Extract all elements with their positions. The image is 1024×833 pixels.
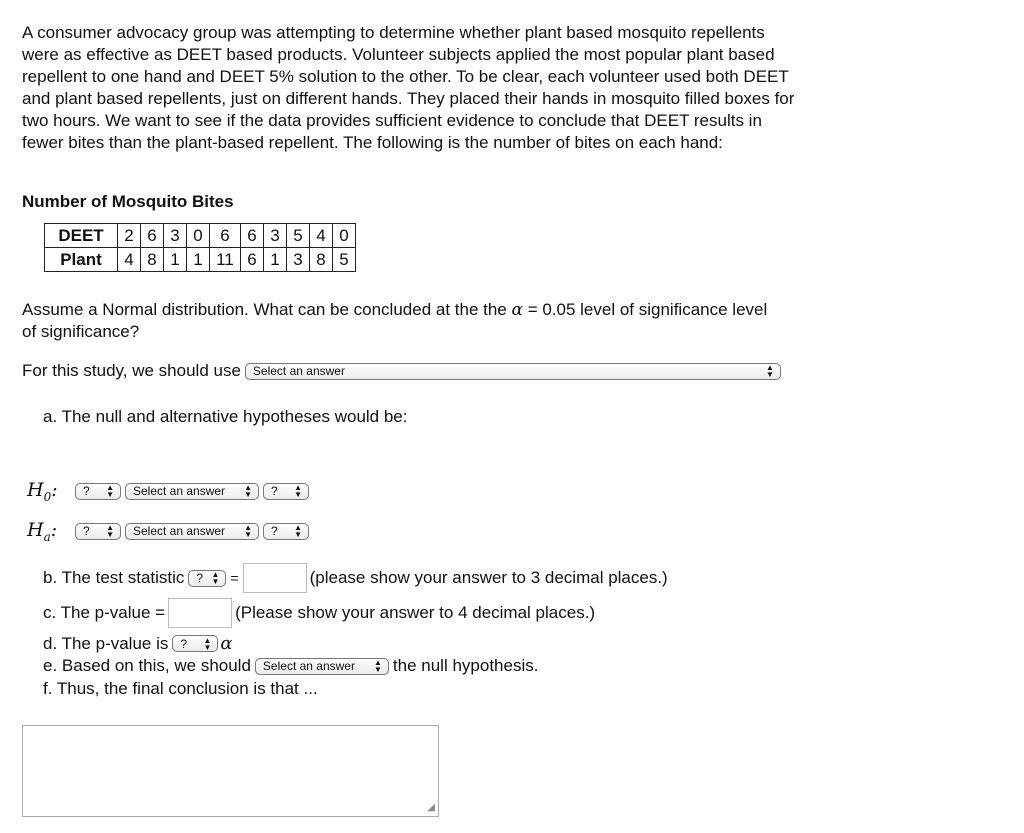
alt-hypothesis-row <box>27 519 313 544</box>
table-cell: 1 <box>264 248 287 272</box>
table-cell: 3 <box>164 224 187 248</box>
table-cell: 1 <box>187 248 210 272</box>
null-hypothesis-row <box>27 479 313 504</box>
part-c-line <box>43 598 595 628</box>
h0-parameter-select[interactable]: ? ▲ ▼ <box>75 483 121 500</box>
table-cell: 8 <box>141 248 164 272</box>
table-cell: 6 <box>241 248 264 272</box>
test-type-line <box>22 361 781 381</box>
part-f-label: f. Thus, the final conclusion is that ... <box>43 679 318 698</box>
part-e-note: the null hypothesis. <box>392 656 539 675</box>
row-label-plant: Plant <box>45 248 118 272</box>
chevron-updown-icon: ▲ ▼ <box>106 483 114 500</box>
table-cell: 3 <box>287 248 310 272</box>
problem-statement: A consumer advocacy group was attempting to determine whether plant based mosquito repellents were as effective as DEET based products. Volunteer subjects applied the most popular plant based repellent to one hand and DEET 5% solution to the other. To be clear, each volunteer used both DEET and plant based repellents, just on different hands. They placed their hands in mosquito filled boxes for two hours. We want to see if the data provides sufficient evidence to conclude that DEET results in fewer bites than the plant-based repellent. The following is the number of bites on each hand: <box>22 23 795 152</box>
table-cell: 4 <box>310 224 333 248</box>
part-b-line <box>43 563 668 593</box>
p-value-compare-select[interactable]: ? ▲ ▼ <box>172 635 218 652</box>
table-cell: 5 <box>287 224 310 248</box>
table-cell: 3 <box>264 224 287 248</box>
table-cell: 5 <box>333 248 356 272</box>
h0-value-select[interactable]: ? ▲ ▼ <box>263 483 309 500</box>
ha-value-select[interactable]: ? ▲ ▼ <box>263 523 309 540</box>
table-cell: 6 <box>241 224 264 248</box>
alpha-symbol: α <box>220 633 233 654</box>
alpha-symbol: α <box>511 300 523 320</box>
resize-handle-icon[interactable]: ◢ <box>427 802 435 813</box>
chevron-updown-icon: ▲ ▼ <box>203 635 212 652</box>
part-b-note: (please show your answer to 3 decimal places.) <box>309 568 668 587</box>
table-cell: 6 <box>141 224 164 248</box>
part-c-label: c. The p-value = <box>43 603 166 622</box>
assume-pre: Assume a Normal distribution. What can be concluded at the the <box>22 300 512 319</box>
chevron-updown-icon: ▲ ▼ <box>294 523 302 540</box>
row-label-deet: DEET <box>45 224 118 248</box>
part-e-line <box>43 656 538 676</box>
h0-label: $H_0$: <box>27 479 58 504</box>
chevron-updown-icon: ▲ ▼ <box>374 658 382 674</box>
table-cell: 4 <box>118 248 141 272</box>
chevron-updown-icon: ▲ ▼ <box>244 523 252 540</box>
p-value-input[interactable] <box>168 598 232 628</box>
decision-select[interactable]: Select an answer ▲ ▼ <box>255 658 389 675</box>
table-cell: 0 <box>187 224 210 248</box>
part-f-line <box>43 679 318 699</box>
ha-relation-select[interactable]: Select an answer ▲ ▼ <box>125 523 259 540</box>
ha-parameter-select[interactable]: ? ▲ ▼ <box>75 523 121 540</box>
equals-sign: = <box>230 570 239 586</box>
table-row-deet <box>45 224 356 248</box>
table-cell: 2 <box>118 224 141 248</box>
ha-label: $H_a$: <box>27 519 58 544</box>
table-row-plant <box>45 248 356 272</box>
part-a-text: a. The null and alternative hypotheses would be: <box>43 407 408 426</box>
chevron-updown-icon: ▲ ▼ <box>106 523 114 540</box>
chevron-updown-icon: ▲ ▼ <box>765 363 774 379</box>
assumption-text <box>22 299 782 342</box>
part-b-label: b. The test statistic <box>43 568 185 587</box>
chevron-updown-icon: ▲ ▼ <box>211 570 220 586</box>
test-statistic-input[interactable] <box>243 563 307 593</box>
test-type-select[interactable] <box>245 363 781 380</box>
part-d-label: d. The p-value is <box>43 633 169 653</box>
chevron-updown-icon: ▲ ▼ <box>244 483 252 500</box>
bites-table <box>44 223 356 272</box>
table-cell: 6 <box>210 224 241 248</box>
assume-post: = 0.05 level of significance level of significance? <box>22 300 768 341</box>
chevron-updown-icon: ▲ ▼ <box>294 483 302 500</box>
table-cell: 0 <box>333 224 356 248</box>
use-label: For this study, we should use <box>22 361 241 380</box>
h0-relation-select[interactable]: Select an answer ▲ ▼ <box>125 483 259 500</box>
select-value: Select an answer <box>252 364 345 378</box>
part-d-line <box>43 633 233 654</box>
table-title: Number of Mosquito Bites <box>22 192 234 211</box>
table-cell: 1 <box>164 248 187 272</box>
part-e-label: e. Based on this, we should <box>43 656 251 675</box>
part-c-note: (Please show your answer to 4 decimal places.) <box>235 603 596 622</box>
table-cell: 11 <box>210 248 241 272</box>
test-statistic-type-select[interactable]: ? ▲ ▼ <box>188 570 226 587</box>
conclusion-textarea[interactable] <box>22 725 439 817</box>
table-cell: 8 <box>310 248 333 272</box>
